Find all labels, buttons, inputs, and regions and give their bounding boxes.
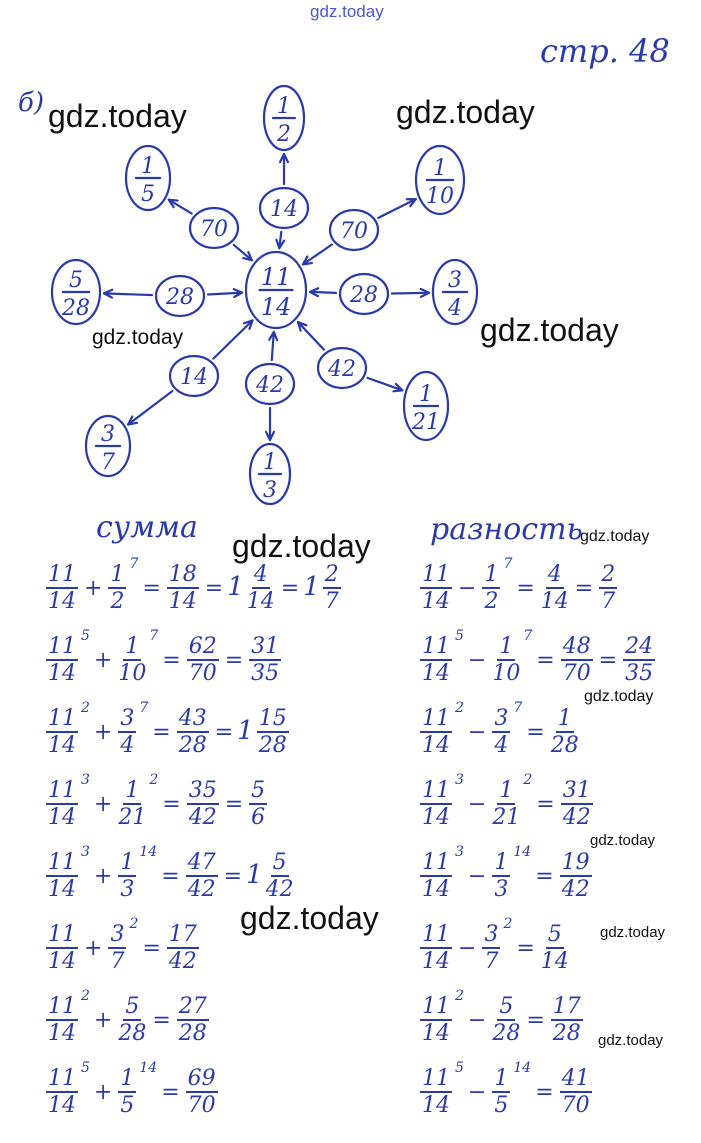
fraction: $\frac{1}{21}$: [118, 778, 147, 830]
extra-factor: 7: [513, 700, 523, 716]
extra-factor: 7: [503, 556, 513, 572]
difference-equation-row: $\frac{11}{14}$ $^2$− $\frac{5}{28}$ = $\frac{17}{28}$: [422, 988, 581, 1046]
extra-factor: 14: [513, 844, 532, 860]
part-label: б): [18, 88, 45, 118]
fraction: $\frac{5}{14}$: [540, 922, 569, 974]
fraction: $\frac{41}{70}$: [561, 1066, 590, 1118]
denominator: 28: [62, 296, 90, 321]
fraction: $\frac{3}{4}$: [120, 706, 135, 758]
denominator: 2: [277, 122, 291, 147]
numerator: 1: [141, 154, 155, 179]
svg-text:28: 28: [350, 283, 378, 308]
arrow-to-outer: [169, 200, 192, 214]
fraction: $\frac{11}{14}$: [48, 706, 76, 758]
fraction: $\frac{5}{42}$: [265, 850, 294, 902]
arrow-to-center: [310, 288, 336, 296]
watermark: gdz.today: [584, 688, 654, 705]
sum-equation-row: $\frac{11}{14}$ + $\frac{3}{7}$ $^2$= $\frac{17}{42}$: [48, 916, 197, 974]
extra-factor: 2: [503, 916, 513, 932]
fraction: $\frac{5}{28}$: [118, 994, 147, 1046]
extra-factor: 2: [149, 772, 159, 788]
fraction: $\frac{1}{5}$: [120, 1066, 135, 1118]
arrow-to-outer: [280, 154, 288, 184]
fraction: $\frac{11}{14}$: [48, 634, 76, 686]
multiplier-left: [156, 276, 204, 316]
fraction: $\frac{5}{6}$: [251, 778, 266, 830]
fraction: $\frac{69}{70}$: [187, 1066, 216, 1118]
svg-text:70: 70: [200, 217, 228, 242]
numerator: 3: [101, 422, 115, 447]
watermark: gdz.today: [590, 832, 656, 849]
fraction: $\frac{5}{28}$: [492, 994, 521, 1046]
extra-factor: 3: [455, 844, 464, 860]
fraction: $\frac{47}{42}$: [187, 850, 216, 902]
fraction: $\frac{19}{42}$: [561, 850, 590, 902]
fraction: $\frac{43}{28}$: [178, 706, 207, 758]
fraction: $\frac{1}{3}$: [120, 850, 135, 902]
fraction: $\frac{11}{14}$: [422, 850, 450, 902]
fraction: $\frac{27}{28}$: [178, 994, 207, 1046]
fraction: $\frac{11}{14}$: [48, 1066, 76, 1118]
arrow-to-center: [234, 245, 252, 260]
fraction: $\frac{3}{7}$: [110, 922, 125, 974]
denominator: 7: [101, 450, 115, 475]
extra-factor: 3: [81, 772, 90, 788]
extra-factor: 7: [149, 628, 159, 644]
extra-factor: 2: [455, 988, 464, 1004]
diagram-nodes: [52, 86, 477, 504]
numerator: 1: [277, 94, 291, 119]
arrow-to-center: [303, 245, 332, 265]
svg-text:14: 14: [180, 365, 208, 390]
arrow-to-center: [269, 332, 277, 360]
fraction: $\frac{17}{42}$: [168, 922, 197, 974]
difference-equation-row: $\frac{11}{14}$ $^3$− $\frac{1}{21}$ $^2$= $\frac{31}{42}$: [422, 772, 591, 830]
multiplier-up: [260, 188, 308, 228]
extra-factor: 5: [81, 628, 90, 644]
fraction: $\frac{3}{4}$: [494, 706, 509, 758]
fraction-node-down: [250, 444, 290, 504]
fraction: $\frac{1}{2}$: [484, 562, 499, 614]
difference-equation-row: $\frac{11}{14}$ − $\frac{3}{7}$ $^2$= $\frac{5}{14}$: [422, 916, 569, 974]
watermark-top: gdz.today: [310, 2, 384, 21]
fraction: $\frac{1}{3}$: [494, 850, 509, 902]
extra-factor: 14: [139, 844, 158, 860]
fraction: $\frac{1}{21}$: [492, 778, 521, 830]
sum-equation-row: $\frac{11}{14}$ $^5$+ $\frac{1}{5}$ $^{14}$= $\frac{69}{70}$: [48, 1060, 216, 1118]
arrow-to-outer: [392, 289, 429, 297]
extra-factor: 2: [81, 700, 90, 716]
watermark: gdz.today: [240, 900, 379, 936]
svg-text:42: 42: [256, 373, 284, 398]
fraction: $\frac{11}{14}$: [48, 922, 76, 974]
watermark: gdz.today: [48, 98, 187, 134]
fraction: $\frac{1}{2}$: [110, 562, 125, 614]
fraction: $\frac{2}{7}$: [324, 562, 339, 614]
fraction: $\frac{11}{14}$: [422, 922, 450, 974]
sum-equation-row: $\frac{11}{14}$ $^2$+ $\frac{5}{28}$ = $\frac{27}{28}$: [48, 988, 207, 1046]
svg-text:42: 42: [328, 357, 356, 382]
watermark: gdz.today: [480, 312, 619, 348]
sum-equation-row: $\frac{11}{14}$ $^3$+ $\frac{1}{3}$ $^{14}$= $\frac{47}{42}$ = 1 $\frac{5}{42}$: [48, 844, 294, 902]
sum-header: сумма: [96, 510, 198, 545]
fraction: $\frac{24}{35}$: [625, 634, 654, 686]
fraction: $\frac{11}{14}$: [422, 778, 450, 830]
arrow-to-outer: [378, 199, 416, 218]
fraction: $\frac{35}{42}$: [188, 778, 217, 830]
fraction-node-up: [264, 86, 304, 150]
multiplier-downleft: [170, 356, 218, 396]
fraction-node-right: [433, 260, 477, 324]
numerator: 1: [419, 382, 433, 407]
svg-text:70: 70: [340, 219, 368, 244]
difference-equation-row: $\frac{11}{14}$ − $\frac{1}{2}$ $^7$= $\frac{4}{14}$ = $\frac{2}{7}$: [422, 556, 616, 614]
fraction: $\frac{31}{42}$: [562, 778, 591, 830]
numerator: 11: [260, 263, 292, 291]
extra-factor: 3: [81, 844, 90, 860]
fraction: $\frac{11}{14}$: [422, 706, 450, 758]
denominator: 4: [448, 296, 462, 321]
watermark: gdz.today: [92, 326, 184, 349]
denominator: 3: [263, 478, 277, 503]
extra-factor: 5: [455, 1060, 464, 1076]
fraction: $\frac{18}{14}$: [168, 562, 197, 614]
arrow-to-outer: [266, 408, 274, 440]
extra-factor: 2: [523, 772, 533, 788]
fraction: $\frac{1}{10}$: [118, 634, 147, 686]
extra-factor: 7: [129, 556, 139, 572]
fraction: $\frac{48}{70}$: [562, 634, 591, 686]
fraction: $\frac{11}{14}$: [422, 562, 450, 614]
extra-factor: 7: [139, 700, 149, 716]
fraction-node-center: [246, 252, 306, 328]
fraction-node-downright: [404, 372, 448, 440]
arrow-to-outer: [368, 378, 403, 391]
fraction-node-upright: [416, 146, 464, 214]
watermark: gdz.today: [580, 528, 650, 545]
extra-factor: 14: [513, 1060, 532, 1076]
arrow-to-center: [208, 289, 242, 297]
extra-factor: 2: [81, 988, 90, 1004]
numerator: 1: [433, 156, 447, 181]
multiplier-down: [246, 364, 294, 404]
fraction: $\frac{62}{70}$: [188, 634, 217, 686]
watermark: gdz.today: [232, 528, 371, 564]
fraction-node-downleft: [86, 416, 130, 476]
arrow-to-outer: [128, 391, 172, 424]
fraction: $\frac{11}{14}$: [48, 850, 76, 902]
svg-text:14: 14: [270, 197, 298, 222]
extra-factor: 3: [455, 772, 464, 788]
fraction: $\frac{1}{5}$: [494, 1066, 509, 1118]
svg-text:28: 28: [166, 285, 194, 310]
fraction: $\frac{3}{7}$: [484, 922, 499, 974]
sum-equation-row: $\frac{11}{14}$ $^2$+ $\frac{3}{4}$ $^7$= $\frac{43}{28}$ = 1 $\frac{15}{28}$: [48, 700, 287, 758]
extra-factor: 14: [139, 1060, 158, 1076]
numerator: 3: [448, 268, 462, 293]
arrow-to-center: [213, 320, 252, 358]
page-number: стр. 48: [540, 32, 670, 70]
difference-header: разность: [430, 512, 583, 547]
fraction-node-upleft: [126, 146, 170, 210]
numerator: 5: [69, 268, 83, 293]
fraction: $\frac{4}{14}$: [246, 562, 275, 614]
sum-equation-row: $\frac{11}{14}$ $^5$+ $\frac{1}{10}$ $^7$= $\frac{62}{70}$ = $\frac{31}{35}$: [48, 628, 280, 686]
denominator: 14: [260, 293, 292, 321]
extra-factor: 5: [81, 1060, 90, 1076]
fraction-node-left: [52, 260, 100, 324]
difference-equation-row: $\frac{11}{14}$ $^5$− $\frac{1}{5}$ $^{14}$= $\frac{41}{70}$: [422, 1060, 590, 1118]
sum-equation-row: $\frac{11}{14}$ + $\frac{1}{2}$ $^7$= $\frac{18}{14}$ = 1 $\frac{4}{14}$ = 1 $\frac{2}{7}$: [48, 556, 339, 614]
fraction: $\frac{11}{14}$: [422, 1066, 450, 1118]
extra-factor: 7: [523, 628, 533, 644]
fraction: $\frac{1}{10}$: [492, 634, 521, 686]
multiplier-upright: [330, 210, 378, 250]
arrow-to-outer: [104, 290, 152, 298]
fraction: $\frac{11}{14}$: [48, 562, 76, 614]
watermark: gdz.today: [396, 94, 535, 130]
fraction: $\frac{15}{28}$: [258, 706, 287, 758]
fraction: $\frac{17}{28}$: [552, 994, 581, 1046]
sum-equation-row: $\frac{11}{14}$ $^3$+ $\frac{1}{21}$ $^2$= $\frac{35}{42}$ = $\frac{5}{6}$: [48, 772, 266, 830]
multiplier-right: [340, 274, 388, 314]
difference-equation-row: $\frac{11}{14}$ $^5$− $\frac{1}{10}$ $^7$= $\frac{48}{70}$ = $\frac{24}{35}$: [422, 628, 654, 686]
watermark: gdz.today: [598, 1032, 664, 1049]
multiplier-upleft: [190, 208, 238, 248]
fraction: $\frac{2}{7}$: [601, 562, 616, 614]
fraction: $\frac{1}{28}$: [550, 706, 579, 758]
fraction: $\frac{11}{14}$: [48, 778, 76, 830]
denominator: 5: [141, 182, 155, 207]
watermark: gdz.today: [600, 924, 666, 941]
extra-factor: 2: [455, 700, 464, 716]
denominator: 10: [426, 184, 454, 209]
denominator: 21: [412, 410, 440, 435]
arrow-to-center: [276, 232, 284, 248]
difference-equation-row: $\frac{11}{14}$ $^3$− $\frac{1}{3}$ $^{14}$= $\frac{19}{42}$: [422, 844, 590, 902]
extra-factor: 5: [455, 628, 464, 644]
fraction: $\frac{4}{14}$: [540, 562, 569, 614]
extra-factor: 2: [129, 916, 139, 932]
fraction: $\frac{11}{14}$: [48, 994, 76, 1046]
fraction: $\frac{31}{35}$: [251, 634, 280, 686]
multiplier-downright: [318, 348, 366, 388]
fraction: $\frac{11}{14}$: [422, 994, 450, 1046]
arrow-to-center: [298, 322, 324, 350]
fraction-star-diagram: [0, 0, 701, 520]
fraction: $\frac{11}{14}$: [422, 634, 450, 686]
numerator: 1: [263, 450, 277, 475]
difference-equation-row: $\frac{11}{14}$ $^2$− $\frac{3}{4}$ $^7$= $\frac{1}{28}$: [422, 700, 579, 758]
